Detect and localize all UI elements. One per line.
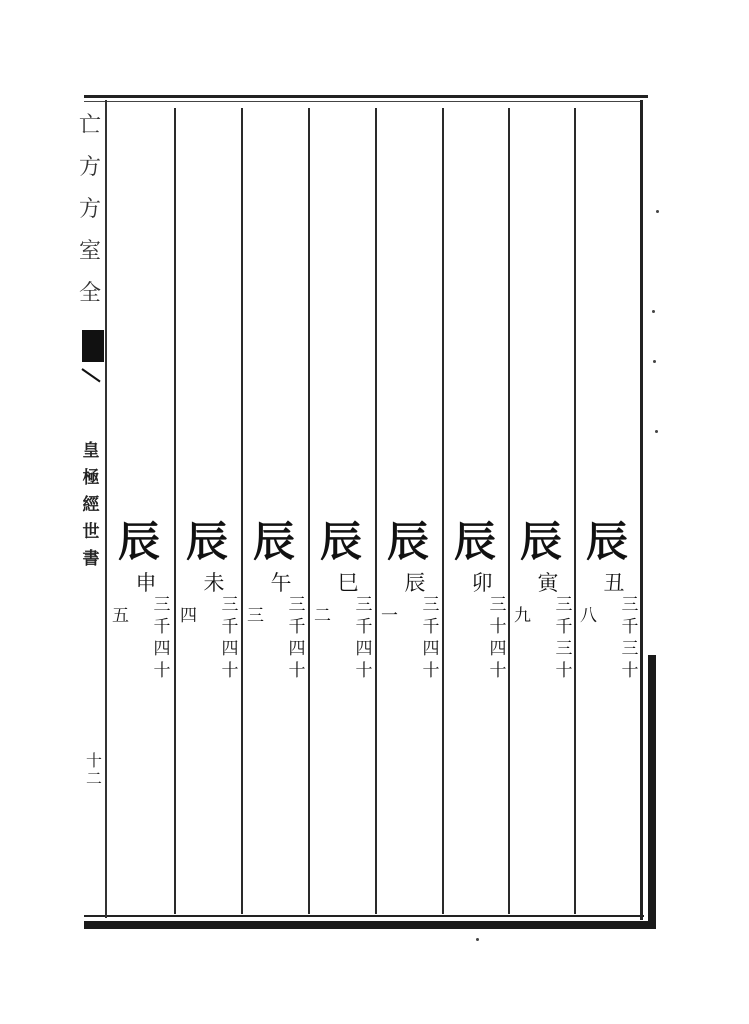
entry-index: 三 [247, 606, 264, 626]
entry-main-char: 辰 [520, 517, 563, 566]
entry-number [220, 594, 240, 682]
entry-column [180, 518, 240, 718]
book-title-char: 經 [82, 495, 100, 515]
entry-column [580, 518, 640, 718]
entry-number [620, 594, 640, 682]
entry-number [287, 594, 307, 682]
number-char: 十 [422, 661, 440, 681]
margin-collection-title [78, 105, 102, 325]
number-char: 三 [621, 595, 639, 615]
number-char: 四 [288, 639, 306, 659]
column-rule [174, 108, 176, 914]
number-char: 三 [221, 595, 239, 615]
entry-number [488, 594, 508, 682]
number-char: 千 [288, 617, 306, 637]
margin-page-number [84, 752, 104, 788]
page-number-char: 二 [85, 769, 102, 788]
entry-column [381, 518, 441, 718]
number-char: 千 [422, 617, 440, 637]
scan-speck [653, 360, 656, 363]
entry-main-char: 辰 [118, 517, 161, 566]
number-char: 千 [621, 617, 639, 637]
branch-char: 丑 [603, 571, 625, 595]
entry-branch [536, 570, 560, 596]
book-title-char: 皇 [82, 441, 100, 461]
number-char: 三 [555, 639, 573, 659]
fishtail-mark [82, 330, 104, 362]
entry-branch [403, 570, 427, 596]
column-rule [442, 108, 444, 914]
branch-char: 申 [135, 571, 157, 595]
frame-bottom-shadow [84, 921, 656, 929]
scan-speck [655, 430, 658, 433]
entry-main-char: 辰 [586, 517, 629, 566]
entry-column [314, 518, 374, 718]
margin-title-char: 方 [78, 197, 101, 222]
number-char: 三 [489, 595, 507, 615]
number-char: 四 [489, 639, 507, 659]
frame-left-border [105, 100, 107, 918]
entry-branch [269, 570, 293, 596]
margin-book-title [80, 438, 102, 573]
entry-branch [602, 570, 626, 596]
frame-right-border [640, 100, 643, 920]
column-rule [508, 108, 510, 914]
scan-speck [652, 310, 655, 313]
entry-column [448, 518, 508, 718]
frame-top-border [84, 95, 648, 98]
frame-right-shadow [648, 655, 656, 927]
column-rule [574, 108, 576, 914]
entry-number [554, 594, 574, 682]
entry-main-char: 辰 [186, 517, 229, 566]
entry-index: 四 [180, 606, 197, 626]
entry-branch [470, 570, 494, 596]
entry-main-char: 辰 [454, 517, 497, 566]
entry-column [247, 518, 307, 718]
number-char: 三 [355, 595, 373, 615]
branch-char: 辰 [404, 571, 426, 595]
number-char: 十 [621, 661, 639, 681]
branch-char: 寅 [537, 571, 559, 595]
entry-number [152, 594, 172, 682]
column-rule [241, 108, 243, 914]
page-number-char: 十 [85, 751, 102, 770]
entry-branch [336, 570, 360, 596]
number-char: 千 [355, 617, 373, 637]
number-char: 千 [153, 617, 171, 637]
number-char: 十 [288, 661, 306, 681]
branch-char: 未 [203, 571, 225, 595]
entry-index: 一 [381, 606, 398, 626]
entry-branch [134, 570, 158, 596]
frame-bottom-border [84, 915, 644, 917]
number-char: 三 [422, 595, 440, 615]
margin-title-char: 方 [78, 155, 101, 180]
number-char: 十 [555, 661, 573, 681]
number-char: 十 [355, 661, 373, 681]
number-char: 四 [153, 639, 171, 659]
entry-branch [202, 570, 226, 596]
number-char: 十 [153, 661, 171, 681]
number-char: 千 [221, 617, 239, 637]
column-rule [308, 108, 310, 914]
entry-number [421, 594, 441, 682]
margin-title-char: 亡 [78, 113, 101, 138]
number-char: 四 [422, 639, 440, 659]
book-title-char: 書 [82, 549, 100, 569]
book-title-char: 極 [82, 468, 100, 488]
number-char: 十 [221, 661, 239, 681]
margin-title-char: 室 [78, 239, 101, 264]
scan-speck [656, 210, 659, 213]
number-char: 十 [489, 617, 507, 637]
number-char: 三 [555, 595, 573, 615]
fishtail-line [81, 368, 100, 382]
number-char: 千 [555, 617, 573, 637]
scan-speck [476, 938, 479, 941]
margin-title-char: 全 [78, 281, 101, 306]
entry-index: 五 [112, 606, 129, 626]
book-title-char: 世 [82, 522, 100, 542]
number-char: 三 [288, 595, 306, 615]
number-char: 四 [355, 639, 373, 659]
frame-top-inner-border [84, 101, 642, 102]
entry-main-char: 辰 [320, 517, 363, 566]
number-char: 三 [153, 595, 171, 615]
entry-number [354, 594, 374, 682]
number-char: 十 [489, 661, 507, 681]
number-char: 四 [221, 639, 239, 659]
entry-index: 二 [314, 606, 331, 626]
entry-column [112, 518, 172, 718]
entry-main-char: 辰 [387, 517, 430, 566]
entry-column [514, 518, 574, 718]
number-char: 三 [621, 639, 639, 659]
entry-index: 八 [580, 606, 597, 626]
column-rule [375, 108, 377, 914]
entry-index: 九 [514, 606, 531, 626]
entry-main-char: 辰 [253, 517, 296, 566]
branch-char: 卯 [471, 571, 493, 595]
branch-char: 午 [270, 571, 292, 595]
branch-char: 巳 [337, 571, 359, 595]
